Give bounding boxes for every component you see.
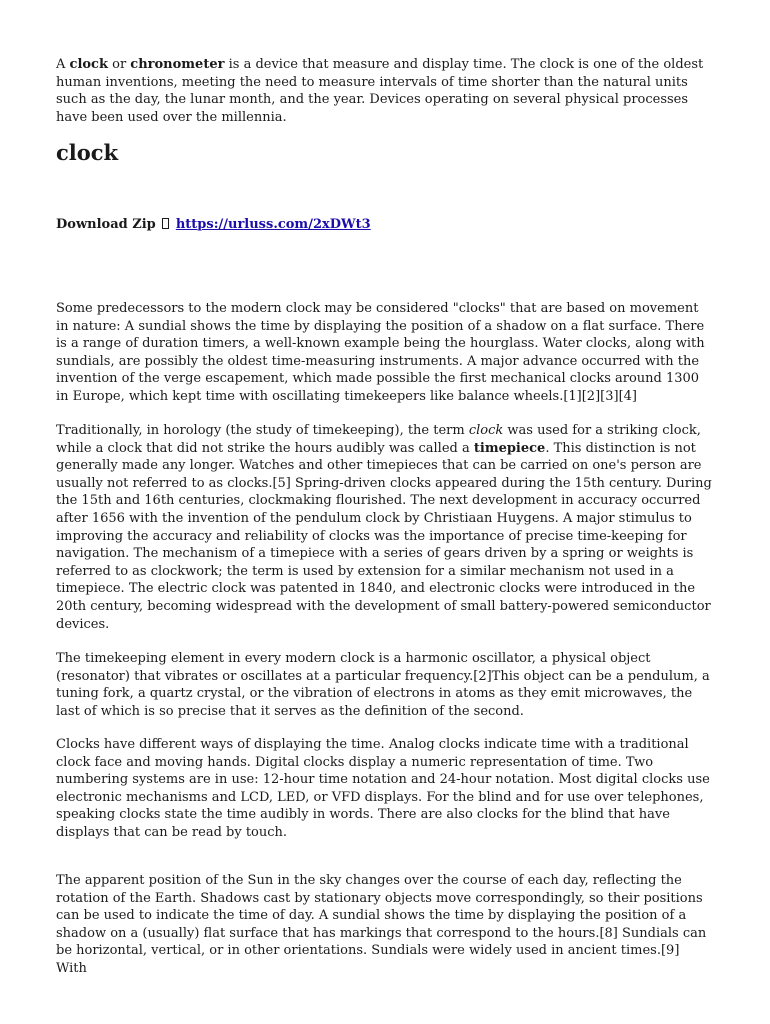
p2-text-a: Traditionally, in horology (the study of timekeeping), the term: [56, 423, 469, 438]
paragraph-displays: Clocks have different ways of displaying the time. Analog clocks indicate time with a traditional clock face and moving hands. Digital clocks display a numeric representation of time. Two numbering systems are in use: 12-hour time notation and 24-hour notation. Most digital clocks use electronic mechanisms and LCD, LED, or VFD displays. For the blind and for use over telephones, speaking clocks state the time audibly in words. There are also clocks for the blind that have displays that can be read by touch.: [56, 737, 710, 840]
intro-rest: is a device that measure and display time. The clock is one of the oldest human inventions, meeting the need to measure intervals of time shorter than the natural units such as the day, the lunar month, and the year. Devices operating on several physical processes have been used over the millennia.: [56, 57, 704, 125]
p2-italic-clock: clock: [468, 423, 504, 438]
paragraph-predecessors: Some predecessors to the modern clock may be considered "clocks" that are based on movement in nature: A sundial shows the time by displaying the position of a shadow on a flat surface. There is a range of duration timers, a well-known example being the hourglass. Water clocks, along with sundials, are possibly the oldest time-measuring instruments. A major advance occurred with the invention of the verge escapement, which made possible the first mechanical clocks around 1300 in Europe, which kept time with oscillating timekeepers like balance wheels.[1][2][3][4]: [56, 301, 705, 404]
intro-mid: or: [107, 57, 131, 72]
p2-bold-timepiece: timepiece: [473, 440, 546, 456]
paragraph-sundial: The apparent position of the Sun in the sky changes over the course of each day, reflecting the rotation of the Earth. Shadows cast by stationary objects move correspondingly, so their positions can be used to indicate the time of day. A sundial shows the time by displaying the position of a shadow on a (usually) flat surface that has markings that correspond to the hours.[8] Sundials can be horizontal, vertical, or in other orientations. Sundials were widely used in ancient times.[9] With: [56, 873, 707, 976]
paragraph-oscillator: The timekeeping element in every modern clock is a harmonic oscillator, a physical object (resonator) that vibrates or oscillates at a particular frequency.[2]This object can be a pendulum, a tuning fork, a quartz crystal, or the vibration of electrons in atoms as they emit microwaves, the last of which is so precise that it serves as the definition of the second.: [56, 651, 710, 719]
intro-term-chronometer: chronometer: [130, 57, 225, 72]
intro-paragraph: [56, 56, 714, 126]
page-heading: clock: [56, 140, 119, 165]
download-line: [56, 216, 371, 234]
download-link[interactable]: https://urluss.com/2xDWt3: [175, 217, 371, 232]
intro-prefix: A: [56, 57, 70, 72]
p2-text-c: . This distinction is not generally made any longer. Watches and other timepieces that can be carried on one's person are usually not referred to as clocks.[5] Spring-driven clocks appeared during the 15th century. During the 15th and 16th centuries, clockmaking flourished. The next development in accuracy occurred after 1656 with the invention of the pendulum clock by Christiaan Huygens. A major stimulus to improving the accuracy and reliability of clocks was the importance of precise time-keeping for navigation. The mechanism of a timepiece with a series of gears driven by a spring or weights is referred to as clockwork; the term is used by extension for a similar mechanism not used in a timepiece. The electric clock was patented in 1840, and electronic clocks were introduced in the 20th century, becoming widespread with the development of small battery-powered semiconductor devices.: [56, 440, 712, 632]
missing-glyph-icon: [162, 218, 169, 229]
paragraph-horology: [56, 422, 714, 633]
download-label: Download Zip: [56, 217, 156, 232]
p2-text-b: was used for a striking clock, while a clock that did not strike the hours audibly was called a: [56, 423, 701, 456]
intro-term-clock: clock: [69, 57, 108, 72]
